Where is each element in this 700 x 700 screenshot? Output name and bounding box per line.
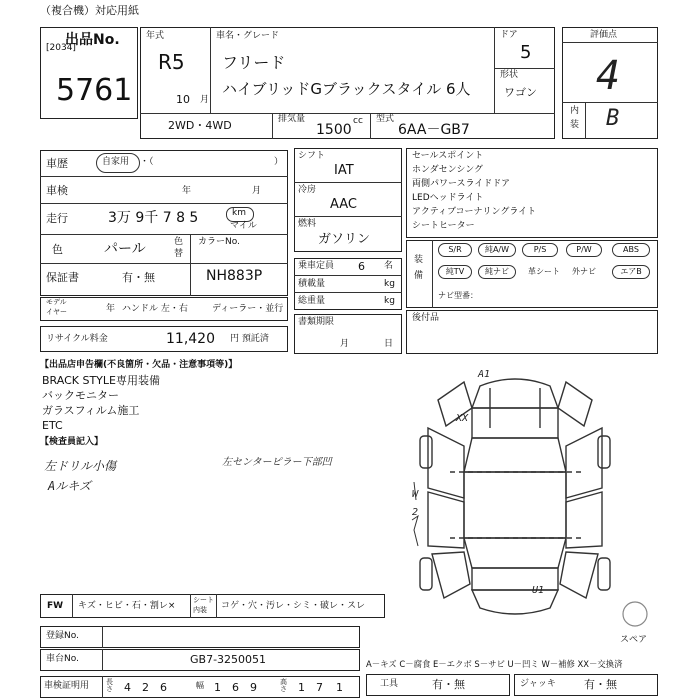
cert-height-1: 1 [298, 681, 305, 694]
body-label: 形状 [500, 70, 519, 80]
cert-height-label: 高さ [280, 678, 287, 693]
cert-label: 車検証明用 [44, 681, 90, 691]
recycle-value: 11,420 [166, 331, 215, 347]
history-close: ） [274, 157, 284, 167]
chassis-label: 車台No. [46, 654, 79, 664]
model-year-handle: ハンドル 左・右 [122, 304, 188, 314]
cert-length-label: 長さ [106, 678, 113, 693]
lot-stamp: [2034] [46, 43, 76, 53]
equip-tv: 純TV [438, 265, 472, 279]
ac-value: AAC [330, 197, 357, 212]
color-label: 色 [52, 243, 63, 256]
mileage-unit-km: km [232, 208, 246, 218]
header-note: （複合機）対応用紙 [40, 4, 139, 17]
equip-aftermarket-navi: 外ナビ [572, 267, 596, 276]
inspector-note-1: 左ドリル小傷 [44, 459, 117, 473]
body-value: ワゴン [504, 86, 537, 99]
warranty-value: 有・無 [122, 271, 155, 284]
cert-length-1: 4 [124, 681, 131, 694]
seller-note-1: BRACK STYLE専用装備 [42, 374, 160, 387]
lot-number: 5761 [56, 73, 133, 108]
mileage-label: 走行 [46, 212, 68, 225]
score-value: 4 [596, 53, 621, 99]
ac-label: 冷房 [298, 185, 317, 195]
inspection-label: 車検 [46, 184, 68, 197]
deadline-month: 月 [340, 339, 350, 349]
deadline-label: 書類期限 [298, 317, 335, 327]
equip-sunroof: S/R [438, 243, 472, 257]
interior-label-1: 内 [570, 106, 580, 116]
seller-note-4: ETC [42, 419, 63, 432]
capacity-label: 乗車定員 [298, 261, 335, 271]
equip-abs: ABS [612, 243, 650, 257]
model-value: 6AA－GB7 [398, 122, 470, 138]
equip-power-window: P/W [566, 243, 602, 257]
recycle-unit: 円 預託済 [230, 334, 269, 344]
interior-label-2: 装 [570, 120, 580, 130]
year-month-unit: 月 [200, 95, 210, 105]
sales-point-1: ホンダセンシング [412, 165, 484, 175]
interior-value: B [606, 106, 620, 131]
mark-side-2: 2 [412, 507, 419, 518]
cert-width-1: 1 [214, 681, 221, 694]
year-month: 10 [176, 93, 190, 106]
cert-length-2: 2 [142, 681, 149, 694]
deadline-day: 日 [384, 339, 394, 349]
chassis-value: GB7-3250051 [190, 653, 267, 666]
mark-rear: U1 [532, 585, 545, 596]
equipment-label-2: 備 [414, 271, 424, 281]
registration-row [40, 626, 360, 648]
sales-point-4: アクティブコーナリングライト [412, 207, 537, 217]
model-year-dealer: ディーラー・並行 [212, 304, 284, 314]
sales-point-3: LEDヘッドライト [412, 193, 484, 203]
inspector-label: 【検査員記入】 [40, 437, 104, 447]
seat-label-2: 内装 [193, 606, 207, 614]
gross-label: 総重量 [298, 296, 326, 306]
fw-items: キズ・ヒビ・石・割レ× [78, 601, 176, 611]
car-diagram [410, 368, 620, 622]
color-code: NH883P [206, 268, 263, 284]
model-year-label-2: イヤー [46, 308, 67, 316]
jack-value: 有・無 [584, 678, 617, 691]
mileage-unit-mile: マイル [230, 221, 257, 231]
cert-length-3: 6 [160, 681, 167, 694]
car-grade: ハイブリッドGブラックスタイル 6人 [222, 80, 471, 98]
color-value: パール [104, 241, 146, 257]
inspector-note-3: 左センターピラー下部凹 [222, 457, 332, 468]
capacity-unit: 名 [384, 261, 394, 271]
mileage-value: 3万 9千 7 8 5 [108, 210, 199, 226]
mark-front: A1 [478, 369, 491, 380]
seller-note-3: ガラスフィルム施工 [42, 404, 140, 417]
inspection-month: 月 [252, 186, 262, 196]
displacement-value: 1500 [316, 122, 352, 138]
drive-type: 2WD・4WD [168, 119, 232, 132]
load-unit: kg [384, 279, 395, 289]
cert-width-3: 9 [250, 681, 257, 694]
sales-point-label: セールスポイント [412, 151, 484, 161]
seller-note-2: バックモニター [42, 389, 119, 402]
equipment-label-1: 装 [414, 255, 424, 265]
tools-label: 工具 [380, 679, 399, 689]
year-era: R5 [158, 50, 185, 74]
score-label: 評価点 [590, 30, 618, 40]
history-label: 車歴 [46, 157, 68, 170]
cert-width-2: 6 [232, 681, 239, 694]
model-year-label-1: モデル [46, 298, 67, 306]
seat-label-1: シート [193, 596, 214, 604]
spare-tire-icon [621, 600, 649, 628]
load-label: 積載量 [298, 279, 326, 289]
seller-notes-label: 【出品店申告欄(不良箇所・欠品・注意事項等)】 [40, 360, 238, 370]
history-own: 自家用 [102, 157, 130, 167]
cert-width-label: 幅 [196, 681, 204, 690]
cert-height-2: 7 [316, 681, 323, 694]
displacement-label: 排気量 [278, 114, 306, 124]
fuel-value: ガソリン [318, 232, 371, 247]
history-dot: ・（ [140, 157, 154, 167]
cert-height-3: 1 [336, 681, 343, 694]
shift-value: IAT [334, 163, 354, 178]
gross-unit: kg [384, 296, 395, 306]
side-scribble [410, 480, 422, 550]
inspector-note-2: Aルキズ [48, 479, 91, 493]
capacity-value: 6 [358, 260, 365, 273]
car-name: フリード [222, 53, 286, 72]
displacement-unit: cc [353, 116, 363, 126]
sales-point-2: 両側パワースライドドア [412, 179, 511, 189]
model-label: 型式 [376, 114, 395, 124]
lot-label: 出品No. [65, 32, 120, 48]
equip-power-steering: P/S [522, 243, 558, 257]
tools-value: 有・無 [432, 678, 465, 691]
sales-point-5: シートヒーター [412, 221, 475, 231]
equip-navi: 純ナビ [478, 265, 516, 279]
year-label: 年式 [146, 31, 165, 41]
model-year-year: 年 [106, 304, 116, 314]
recycle-label: リサイクル料金 [46, 334, 108, 344]
registration-label: 登録No. [46, 631, 79, 641]
damage-legend: A－キズ C－腐食 E－エクボ S－サビ U－凹ミ W－補修 XX－交換済 [366, 659, 623, 669]
rear-mount-box [406, 310, 658, 354]
mark-side-1: W [412, 489, 419, 500]
color-change-1: 色 [174, 237, 184, 247]
navi-type-label: ナビ型番： [438, 291, 478, 300]
door-value: 5 [520, 42, 532, 63]
fuel-label: 燃料 [298, 219, 317, 229]
fw-label: FW [47, 601, 64, 611]
spare-label: スペア [620, 635, 648, 645]
equip-airbag: エアB [612, 265, 650, 279]
color-code-label: カラーNo. [198, 237, 240, 247]
equip-leather: 革シート [528, 267, 560, 276]
seat-items: コゲ・穴・汚レ・シミ・破レ・スレ [221, 601, 366, 611]
mark-left-front: XX [456, 413, 469, 424]
equip-alloy-wheel: 純A/W [478, 243, 516, 257]
car-label: 車名・グレード [216, 31, 280, 41]
jack-label: ジャッキ [520, 679, 556, 689]
warranty-label: 保証書 [46, 271, 79, 284]
inspection-year: 年 [182, 186, 192, 196]
color-change-2: 替 [174, 249, 184, 259]
door-label: ドア [500, 30, 518, 40]
rear-mount-label: 後付品 [412, 313, 440, 323]
shift-label: シフト [298, 151, 326, 161]
